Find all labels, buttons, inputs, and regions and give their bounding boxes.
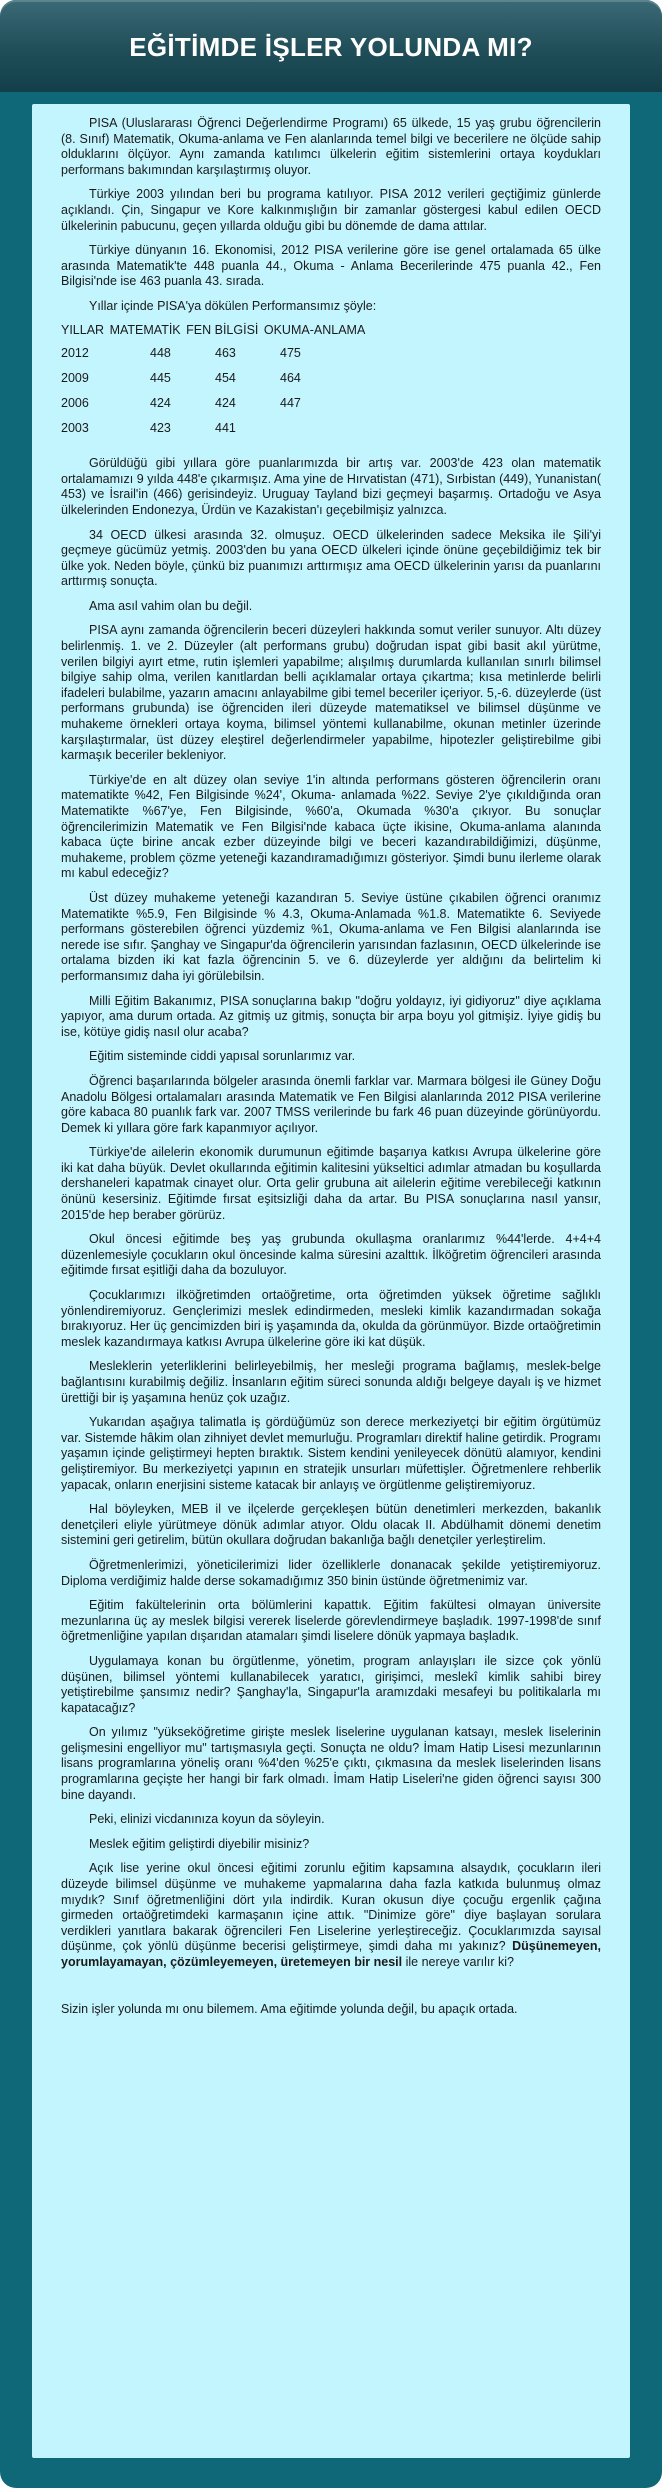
cell-year: 2009	[61, 371, 89, 386]
paragraph: Peki, elinizi vicdanınıza koyun da söyleyin.	[89, 1812, 325, 1827]
last-paragraph-emphasis: Düşünemeyen, yorumlayamayan, çözümleyemeyen, üretemeyen bir nesil	[61, 1939, 601, 1969]
cell-math: 424	[150, 396, 171, 411]
scores-header-math: MATEMATİK	[109, 322, 181, 337]
last-paragraph-text: Açık lise yerine okul öncesi eğitimi zorunlu eğitim kapsamına alsaydık, çocukların ileri düzeyde bilimsel düşünme ve muhakeme yapmalarına daha fazla katkıda bulunmuş olmaz mıydık? Sınıf öğretmenliğini dört yıla indirdik. Kuran okusun diye çocuğu ergenlik çağına girmeden ortaöğretimdeki karmaşanın içine attık. "Dinimize göre" diye başlayan sorulara verdikleri yanıtlara bakarak öğrencileri Fen Liselerine yerleştireceğiz. Çocuklarımızda sayısal düşünme, çok yönlü düşünme becerisi geliştirmeye, şimdi daha mı yakınız?	[61, 1861, 601, 1954]
cell-reading: 475	[280, 346, 301, 361]
article-panel	[32, 104, 630, 2458]
paragraph: Uygulamaya konan bu örgütlenme, yönetim, program anlayışları ile sizce çok yönlü düşünen, bilimsel yöntemi kullanabilecek yaratıcı, girişimci, meslekî kimlik sahibi birey yetiştirebilme şansımız nedir? Şanghay'la, Singapur'la aramızdaki mesafeyi bu politikalarla mı kapatacağız?	[61, 1653, 601, 1715]
cell-math: 423	[150, 421, 171, 436]
paragraph-last	[61, 1861, 601, 1970]
scores-table	[61, 346, 340, 446]
paragraph: PISA (Uluslararası Öğrenci Değerlendirme Programı) 65 ülkede, 15 yaş grubu öğrencilerin (8. Sınıf) Matematik, Okuma-anlama ve Fen alanlarında temel bilgi ve becerilere ne ölçüde sahip olduklarını ölçüyor. Aynı zamanda katılımcı ülkelerin eğitim sistemlerini ortaya koydukları performans bakımından karşılaştırmış oluyor.	[61, 116, 601, 177]
paragraph: Okul öncesi eğitimde beş yaş grubunda okullaşma oranlarımız %44'lerde. 4+4+4 düzenlemesiyle çocukların okul öncesinde kalma süresini azalttık. İlköğretim öğrencileri arasında eğitimde fırsat eşitliği daha da bozuluyor.	[61, 1232, 601, 1278]
scores-intro: Yıllar içinde PISA'ya dökülen Performansımız şöyle:	[89, 298, 377, 313]
scores-header-science: FEN BİLGİSİ	[186, 322, 259, 337]
paragraph: Türkiye 2003 yılından beri bu programa katılıyor. PISA 2012 verileri geçtiğimiz günlerde açıklandı. Çin, Singapur ve Kore kalkınmışlığın bir zamanlar göstergesi kabul edilen OECD ülkelerinin pabucunu, geçen yıllarda olduğu gibi bu dönemde de dama attılar.	[61, 187, 601, 233]
cell-year: 2006	[61, 396, 89, 411]
paragraph: Mesleklerin yeterliklerini belirleyebilmiş, her mesleği programa bağlamış, meslek-belge bağlantısını kurabilmiş değiliz. İnsanların eğitim süreci sonunda aldığı belgeye dayalı iş ve hizmet ürettiği bir iş yaşamına henüz çok uzağız.	[61, 1359, 601, 1405]
cell-reading: 447	[280, 396, 301, 411]
paragraph: Eğitim sisteminde ciddi yapısal sorunlarımız var.	[89, 1049, 356, 1064]
cell-math: 448	[150, 346, 171, 361]
paragraph: On yılımız "yükseköğretime girişte meslek liselerine uygulanan katsayı, meslek liselerinin gelişmesini engelliyor mu" tartışmasıyla geçti. Sonuçta ne oldu? İmam Hatip Lisesi mezunlarının lisans programlarına yöneliş oranı %4'den %25'e çıktı, çıkmasına da meslek liselerinden lisans programlarına geçişte her hangi bir fark olmadı. İmam Hatip Liseleri'ne giden öğrenci sayısı 300 bine dayandı.	[61, 1725, 601, 1802]
table-row	[61, 346, 340, 371]
cell-math: 445	[150, 371, 171, 386]
paragraph: Öğretmenlerimizi, yöneticilerimizi lider özelliklerle donanacak şekilde yetiştiremiyoruz. Diploma verdiğimiz halde derse sokamadığımız 350 binin üstünde öğretmenimiz var.	[61, 1557, 601, 1588]
paragraph: Milli Eğitim Bakanımız, PISA sonuçlarına bakıp "doğru yoldayız, iyi gidiyoruz" diye açıklama yapıyor, ama durum ortada. Az gitmiş uz gitmiş, sonuçta bir arpa boyu yol gitmişiz. İyiye gidiş bu ise, kötüye gidiş nasıl olur acaba?	[61, 993, 601, 1039]
scores-header-reading: OKUMA-ANLAMA	[263, 322, 366, 337]
paragraph: Üst düzey muhakeme yeteneği kazandıran 5. Seviye üstüne çıkabilen öğrenci oranımız Matematikte %5.9, Fen Bilgisinde % 4.3, Okuma-Anlamada %1.8. Matematikte 6. Seviyede performans gösterebilen öğrenci yüzdemiz %1, Okuma-anlama ve Fen Bilgisi alanlarında ise nerede ise sıfır. Şanghay ve Singapur'da öğrencilerin yarısından fazlasının, OECD ülkelerinde ise ortalama bizden iki kat fazla öğrencinin 5. ve 6. düzeylerde yer aldığını da belirtelim ki performansımız daha iyi görülebilsin.	[61, 890, 601, 983]
paragraph: Ama asıl vahim olan bu değil.	[89, 598, 253, 613]
paragraph: Türkiye'de ailelerin ekonomik durumunun eğitimde başarıya katkısı Avrupa ülkelerine göre iki kat daha büyük. Devlet okullarında eğitimin kalitesini yükseltici adımlar atmadan bu koşullarda dershaneleri kapatmak cinayet olur. Orta gelir grubuna ait ailelerin eğitime verebileceği katkının önünü kesersiniz. Eğitimde fırsat eşitsizliği daha da artar. Bu PISA sonuçlarına nasıl yansır, 2015'de hep beraber görürüz.	[61, 1145, 601, 1222]
paragraph: PISA aynı zamanda öğrencilerin beceri düzeyleri hakkında somut veriler sunuyor. Altı düzey belirlenmiş. 1. ve 2. Düzeyler (alt performans grubu) doğrudan ispat gibi basit akıl yürütme, verilen bilgiyi ayırt etme, rutin işlemleri yapabilme; alışılmış durumlarda kullanılan sınırlı bilimsel bilgiye sahip olma, verilen kanıtlardan belli açıklamalar ortaya çıkartma; kısa metinlerde belirli ifadeleri bulabilme, yazarın amacını anlayabilme gibi temel beceriler içeriyor. 5,-6. düzeylerde (üst performans grubunda) ise öğrenciden ileri düzeyde matematiksel ve bilimsel düşünme ve muhakeme örnekleri ortaya koyma, bilimsel yöntemi kullanabilme, okunan metinler üzerinde karşılaştırmalar, üst düzey eleştirel değerlendirmeler yapabilme, hipotezler geliştirebilme gibi karmaşık beceriler bekleniyor.	[61, 623, 601, 763]
paragraph: Çocuklarımızı ilköğretimden ortaöğretime, orta öğretimden yüksek öğretime sağlıklı yönlendiremiyoruz. Gençlerimizi meslek edindirmeden, mesleki kimlik kazandırmadan sokağa bırakıyoruz. Her üç gencimizden biri iş yaşamında da, okulda da görünmüyor. Bizde ortaöğretimin meslek kazandırmaya katkısı Avrupa ülkelerine göre iki kat düşük.	[61, 1288, 601, 1349]
paragraph: Öğrenci başarılarında bölgeler arasında önemli farklar var. Marmara bölgesi ile Güney Doğu Anadolu Bölgesi ortalamaları arasında Matematik ve Fen Bilgisi alanlarında 2012 PISA verilerine göre kabaca 80 puanlık fark var. 2007 TMSS verilerinde bu fark 46 puan düzeyinde görünüyordu. Demek ki yıllara göre fark kapanmıyor açılıyor.	[61, 1073, 601, 1135]
cell-science: 424	[215, 396, 236, 411]
cell-year: 2003	[61, 421, 89, 436]
paragraph: Eğitim fakültelerinin orta bölümlerini kapattık. Eğitim fakültesi olmayan üniversite mezunlarına üç ay meslek bilgisi vererek liselerde görevlendirmeye başladık. 1997-1998'de sınıf öğretmenliğine yapılan dışarıdan atamaları şimdi liselere dönük yapmaya başladık.	[61, 1598, 601, 1644]
last-paragraph-tail: ile nereye varılır ki?	[405, 1955, 514, 1969]
table-row	[61, 371, 340, 396]
paragraph: Türkiye dünyanın 16. Ekonomisi, 2012 PISA verilerine göre ise genel ortalamada 65 ülke arasında Matematik'te 448 puanla 44., Okuma - Anlama Becerilerinde 475 puanla 42., Fen Bilgisi'nde ise 463 puanla 43. sırada.	[61, 243, 601, 289]
paragraph: Yukarıdan aşağıya talimatla iş gördüğümüz son derece merkeziyetçi bir eğitim örgütümüz var. Sistemde hâkim olan zihniyet devlet memurluğu. Programları direktif haline getirdik. Programı yaşamın içinde geliştirmeyi hepten bıraktık. Sistem kendini yenileyecek dönütü alamıyor, kendini geliştiremiyor. Bu merkeziyetçi yapının en stratejik unsurları müfettişler. Öğretmenlere rehberlik yapacak, onların enerjisini sisteme katacak bir anlayış ve örgütlenme geliştiremiyoruz.	[61, 1415, 601, 1492]
paragraph: Görüldüğü gibi yıllara göre puanlarımızda bir artış var. 2003'de 423 olan matematik ortalamamızı 9 yılda 448'e çıkarmışız. Ama yine de Hırvatistan (471), Sırbistan (449), Yunanistan( 453) ve İsrail'in (466) gerisindeyiz. Uruguay Tayland bizi geçmeyi başarmış. Ortadoğu ve Asya ülkelerinden Endonezya, Ürdün ve Kazakistan'ı geçebilmişiz yalnızca.	[61, 456, 601, 517]
cell-reading	[280, 421, 340, 446]
cell-science: 441	[215, 421, 236, 436]
article-content	[32, 104, 630, 2017]
closing-paragraph: Sizin işler yolunda mı onu bilemem. Ama eğitimde yolunda değil, bu apaçık ortada.	[61, 2001, 518, 2016]
scores-header	[61, 323, 601, 339]
paragraph: Meslek eğitim geliştirdi diyebilir misiniz?	[89, 1836, 310, 1851]
cell-reading: 464	[280, 371, 301, 386]
cell-science: 454	[215, 371, 236, 386]
table-row	[61, 421, 340, 446]
header-bar	[0, 0, 662, 92]
table-row	[61, 396, 340, 421]
cell-science: 463	[215, 346, 236, 361]
cell-year: 2012	[61, 346, 89, 361]
paragraph: Hal böyleyken, MEB il ve ilçelerde gerçekleşen bütün denetimleri merkezden, bakanlık denetçileri eliyle yürütmeye dönük adımlar atıyor. Oldu olacak II. Abdülhamit dönemi denetim sistemini geri getirelim, bütün okullara doğrudan bakanlığa bağlı denetçiler yerleştirelim.	[61, 1502, 601, 1548]
paragraph: Türkiye'de en alt düzey olan seviye 1'in altında performans gösteren öğrencilerin oranı matematikte %42, Fen Bilgisinde %24', Okuma- anlamada %22. Seviye 2'ye çıkıldığında oran Matematikte %67'ye, Fen Bilgisinde, %60'a, Okumada %30'a çıkıyor. Bu sonuçlar öğrencilerimizin Matematik ve Fen Bilgisi'nde kabaca üçte ikisine, Okuma-anlama alanında kabaca üçte birine ancak ezber düzeyinde bilgi ve beceri kazandırabildiğimizi, düşünme, muhakeme, problem çözme yeteneği kazandıramadığımızı gösteriyor. Şimdi bunu ilerleme olarak mı kabul edeceğiz?	[61, 772, 601, 881]
page-title: EĞİTİMDE İŞLER YOLUNDA MI?	[129, 32, 533, 62]
spacer	[61, 1980, 601, 2002]
paragraph: 34 OECD ülkesi arasında 32. olmuşuz. OECD ülkelerinden sadece Meksika ile Şili'yi geçmeye gücümüz yetmiş. 2003'den bu yana OECD ülkeleri içinde önüne geçebildiğimiz tek bir ülke yok. Neden böyle, çünkü biz puanımızı arttırmışız ama OECD ülkelerinin yarısı da puanlarını arttırmış sonuçta.	[61, 527, 601, 589]
scores-header-years: YILLAR	[61, 322, 105, 337]
